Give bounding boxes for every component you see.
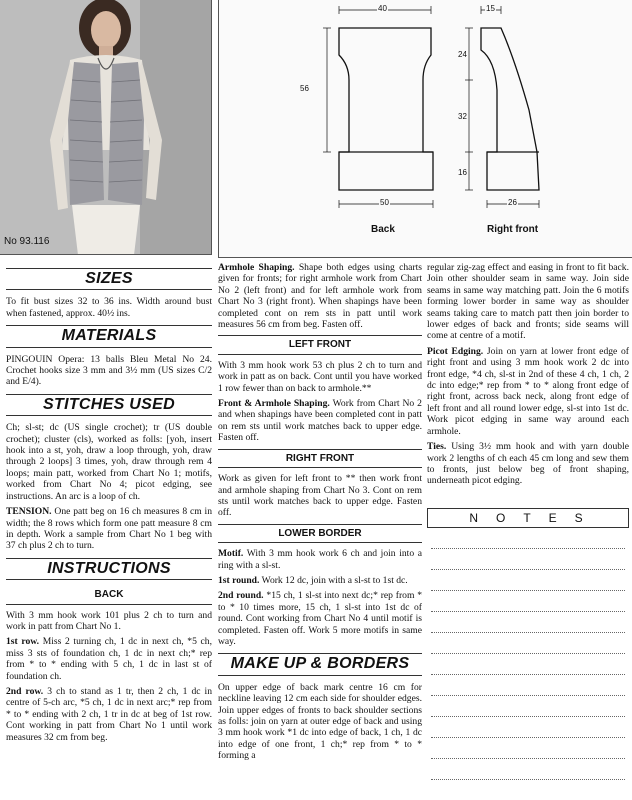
round1-paragraph [218, 575, 422, 586]
dim-back-width: 40 [378, 4, 387, 13]
note-line [431, 549, 625, 570]
back-outline [339, 28, 433, 190]
sizes-heading: SIZES [6, 268, 212, 290]
note-line [431, 654, 625, 675]
round1-text: Work 12 dc, join with a sl-st to 1st dc. [261, 574, 408, 586]
back-intro: With 3 mm hook work 101 plus 2 ch to turn and work in patt from Chart No 1. [6, 609, 212, 632]
picot-text: Join on yarn at lower front edge of right front and using 3 mm hook work 2 dc into front edge, *4 ch, sl-st in 2nd of these 4 ch, 1 ch, 2 dc into edge;* rep from * to * along front edge of right front, across back neck, along front edge of left front and all round lower edge, sl-st into 1st dc. Work picot edging in same way around each armhole. [427, 345, 629, 437]
right-front-heading: RIGHT FRONT [218, 449, 422, 468]
round2-text: *15 ch, 1 sl-st into next dc;* rep from * to * 10 times more, 15 ch, 1 sl-st into 1st dc of round. Cont working from Chart No 4 until motif is completed. Fasten off. Work 5 more motifs in same way. [218, 590, 423, 647]
make-up-text: On upper edge of back mark centre 16 cm for neckline leaving 12 cm each side for shoulder edges. Join upper edges of fronts to back shoulder sections as folls: join on yarn at outer edge of back and using 3 mm hook work *1 dc into edge of back, 1 ch, 1 dc into edge of one front, 1 ch;* rep from * to * forming a [218, 681, 422, 762]
motif-paragraph [218, 548, 422, 571]
dim-back-hem: 50 [380, 198, 389, 207]
schematic-drawing [219, 0, 632, 258]
model-photo [0, 0, 212, 255]
armhole-text: Shape both edges using charts given for fronts; for right armhole work from Chart No 2 (left front) and for left armhole work from Chart No 3 (right front). When shapings have been completed cont on rem sts in patt until work measures 56 cm from beg. Fasten off. [218, 262, 423, 331]
note-line [431, 633, 625, 654]
armhole-paragraph [218, 262, 422, 330]
dim-border-depth: 16 [458, 168, 467, 177]
back-heading: BACK [6, 586, 212, 604]
ties-label: Ties. [427, 441, 447, 453]
note-line [431, 738, 625, 759]
tension-text: One patt beg on 16 ch measures 8 cm in width; the 8 rows which form one patt measure 8 cm in depth. Work a sample from Chart No 1 beg with 37 ch plus 2 ch to turn. [6, 506, 212, 552]
photo-caption: No 93.116 [4, 236, 50, 247]
note-line [431, 612, 625, 633]
note-line [431, 591, 625, 612]
tension-paragraph [6, 506, 212, 552]
picot-label: Picot Edging. [427, 345, 484, 357]
row1-paragraph [6, 636, 212, 682]
front-shaping-label: Front & Armhole Shaping. [218, 398, 330, 410]
right-front-outline [481, 28, 539, 190]
motif-text: With 3 mm hook work 6 ch and join into a ring with a sl-st. [218, 548, 422, 571]
stitches-text: Ch; sl-st; dc (US single crochet); tr (US double crochet); cluster (cls), worked as folls: [yoh, insert hook into a st, yoh, draw a loop through, yoh, draw through 2 loops] 3 times, yoh, draw through rem 4 loops; main patt, worked from Chart No 1; motifs, worked from Chart No 4; picot edging, see instructions. An arc is a loop of ch. [6, 422, 212, 502]
materials-heading: MATERIALS [6, 325, 212, 347]
model-photo-illustration [0, 0, 212, 255]
front-shaping-paragraph [218, 398, 422, 444]
note-line [431, 696, 625, 717]
row2-label: 2nd row. [6, 685, 44, 697]
row1-label: 1st row. [6, 636, 40, 648]
armhole-label: Armhole Shaping. [218, 262, 295, 273]
note-line [431, 675, 625, 696]
ties-paragraph [427, 441, 629, 487]
front-shaping-text: Work from Chart No 2 and when shapings have been completed cont in patt on rem sts until work matches back to upper edge. Fasten off. [218, 398, 422, 444]
sizes-text: To fit bust sizes 32 to 36 ins. Width around bust when fastened, approx. 40½ ins. [6, 296, 212, 319]
column-2 [218, 262, 422, 766]
lower-border-heading: LOWER BORDER [218, 524, 422, 543]
round2-paragraph [218, 590, 422, 647]
dim-armhole-depth: 24 [458, 50, 467, 59]
left-front-text: With 3 mm hook work 53 ch plus 2 ch to turn and work in patt as on back. Cont until you have worked 1 row fewer than on back to armhole.** [218, 359, 422, 394]
column-3 [427, 262, 629, 491]
dim-front-shoulder: 15 [486, 4, 495, 13]
notes-section [427, 508, 629, 780]
note-line [431, 759, 625, 780]
make-up-continued: regular zig-zag effect and easing in front to fit back. Join other shoulder seam in same way. Join side seams in same way matching patt. Join the 6 motifs forming lower border in same way as shoulder seams taking care to match patt then join border to lower edges of back and fronts; side seams will come at centre of a motif. [427, 262, 629, 342]
notes-heading: NOTES [427, 508, 629, 528]
dim-back-length: 56 [300, 84, 309, 93]
round1-label: 1st round. [218, 574, 260, 586]
column-1 [6, 262, 212, 747]
dim-front-hem: 26 [508, 198, 517, 207]
row1-text: Miss 2 turning ch, 1 dc in next ch, *5 ch, miss 3 sts of foundation ch, 1 dc in next ch;* rep from * to * ending with 5 ch, 1 dc in last st of foundation ch. [6, 636, 212, 682]
motif-label: Motif. [218, 548, 244, 560]
note-line [431, 717, 625, 738]
make-up-heading: MAKE UP & BORDERS [218, 653, 422, 675]
note-line [431, 570, 625, 591]
note-line [431, 528, 625, 549]
right-front-text: Work as given for left front to ** then work front and armhole shaping from Chart No 3. Cont on rem sts until work matches back to upper edge. Fasten off. [218, 473, 422, 519]
back-label: Back [371, 224, 395, 235]
ties-text: Using 3½ mm hook and with yarn double work 2 lengths of ch each 45 cm long and sew them to fronts, just below beg of front shaping, underneath picot edging. [427, 441, 629, 487]
materials-text: PINGOUIN Opera: 13 balls Bleu Metal No 24. Crochet hooks size 3 mm and 3½ mm (US sizes C/2 and E/4). [6, 353, 212, 388]
instructions-heading: INSTRUCTIONS [6, 558, 212, 580]
size-schematic [218, 0, 632, 258]
row2-paragraph [6, 686, 212, 743]
dim-body-length: 32 [458, 112, 467, 121]
stitches-heading: STITCHES USED [6, 394, 212, 416]
picot-paragraph [427, 346, 629, 437]
row2-text: 3 ch to stand as 1 tr, then 2 ch, 1 dc in centre of 5-ch arc, *5 ch, 1 dc in next arc;* rep from * to * ending with 2 ch, 1 tr in dc at beg of 1st row. Cont working in patt from Chart No 1 until work measures 32 cm from beg. [6, 685, 212, 743]
round2-label: 2nd round. [218, 590, 264, 602]
tension-label: TENSION. [6, 506, 52, 518]
right-front-label: Right front [487, 224, 539, 235]
left-front-heading: LEFT FRONT [218, 335, 422, 354]
